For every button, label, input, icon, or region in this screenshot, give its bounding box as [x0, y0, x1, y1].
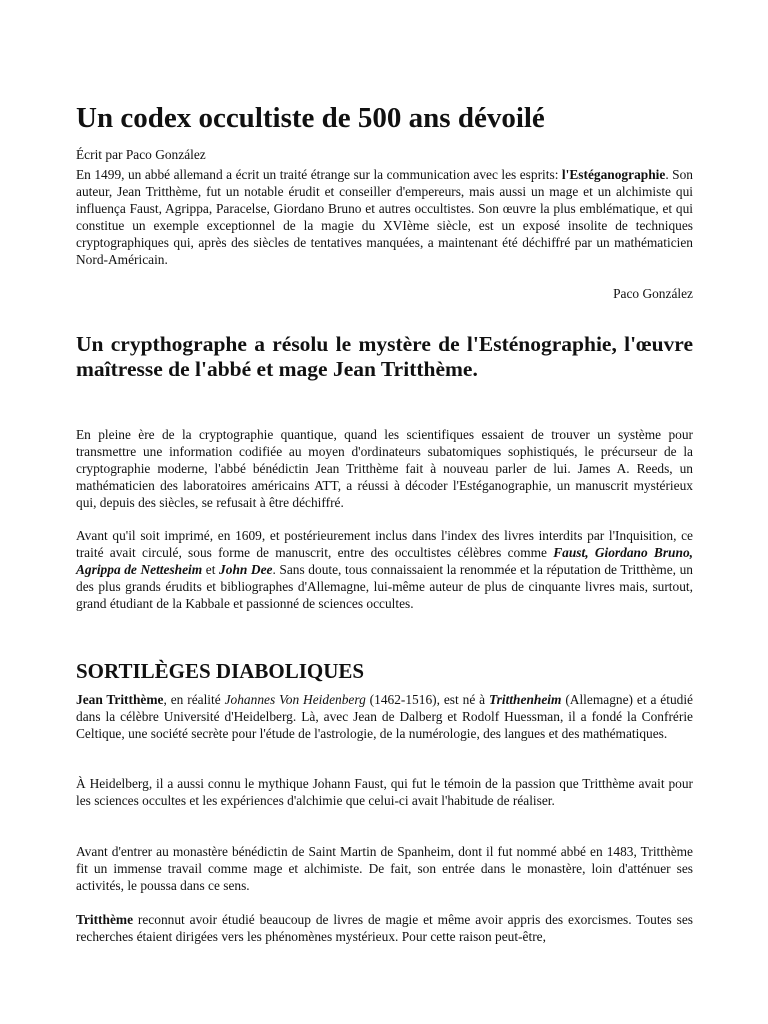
para2-text-3: . Sans doute, tous connaissaient la renommée et la réputation de Tritthème, un des plus grands érudits et bibliographes d'Allemagne, lui-même auteur de plus de cinquante livres mais, surtout, grand étudiant de la Kabbale et passionné de sciences occultes. [76, 562, 693, 611]
signature: Paco González [613, 286, 693, 301]
para3-italic-name: Johannes Von Heidenberg [224, 692, 366, 707]
section-heading: SORTILÈGES DIABOLIQUES [76, 659, 365, 683]
para2-names: Faust, Giordano Bruno, Agrippa de Nettesheim [76, 545, 693, 577]
body-paragraph-1: En pleine ère de la cryptographie quantique, quand les scientifiques essaient de trouver un système pour transmettre une information codifiée au moyen d'ordinateurs subatomiques sophistiqués, le précurseur de la cryptographie moderne, l'abbé bénédictin Jean Tritthème fait à nouveau parler de lui. James A. Reeds, un mathématicien des laboratoires américains ATT, a réussi à décoder l'Estéganographie, un manuscrit mystérieux qui, depuis des siècles, se refusait à être déchiffré. [76, 427, 693, 510]
intro-text-2: . Son auteur, Jean Tritthème, fut un notable érudit et conseiller d'empereurs, mais aussi un mage et un alchimiste qui influença Faust, Agrippa, Paracelse, Giordano Bruno et autres occultistes. Son œuvre la plus emblématique, et qui constitue un exemple exceptionnel de la magie du XVIème siècle, est un exposé insolite de techniques cryptographiques qui, après des siècles de tentatives manquées, a maintenant été déchiffré par un mathématicien Nord-Américain. [76, 167, 693, 267]
article-title: Un codex occultiste de 500 ans dévoilé [76, 102, 545, 134]
intro-bold-title: l'Estéganographie [561, 167, 666, 182]
para6-text-1: reconnut avoir étudié beaucoup de livres de magie et même avoir appris des exorcismes. Toutes ses recherches étaient dirigées vers les phénomènes mystérieux. Pour cette raison peut-être, [76, 912, 693, 944]
para3-text-3: (Allemagne) et a étudié dans la célèbre Université d'Heidelberg. Là, avec Jean de Dalberg et Rodolf Huessman, il a fondé la Confrérie Celtique, une société secrète pour l'étude de l'astrologie, de la numérologie, des langues et des mathématiques. [76, 692, 693, 741]
para2-text-1: Avant qu'il soit imprimé, en 1609, et postérieurement inclus dans l'index des livres interdits par l'Inquisition, ce traité avait circulé, sous forme de manuscrit, entre des occultistes célèbres comme [76, 528, 693, 560]
byline: Écrit par Paco González [76, 147, 206, 162]
para6-bold-name: Tritthème [76, 912, 134, 927]
body-paragraph-5: Avant d'entrer au monastère bénédictin de Saint Martin de Spanheim, dont il fut nommé abbé en 1483, Tritthème fit un immense travail comme mage et alchimiste. De fait, son entrée dans le monastère, loin d'atténuer ses activités, le poussa dans ce sens. [76, 844, 693, 893]
intro-text-1: En 1499, un abbé allemand a écrit un traité étrange sur la communication avec les esprits: [76, 167, 562, 182]
para2-text-2: et [202, 562, 220, 577]
body-paragraph-6 [76, 911, 693, 945]
body-paragraph-2 [76, 527, 693, 612]
body-paragraph-4: À Heidelberg, il a aussi connu le mythique Johann Faust, qui fut le témoin de la passion que Tritthème avait pour les sciences occultes et les expériences d'alchimie que celui-ci avait l'habitude de réaliser. [76, 776, 693, 808]
para3-bold-name: Jean Tritthème [76, 692, 164, 707]
para3-place: Tritthenheim [489, 692, 562, 707]
para2-name-dee: John Dee [219, 562, 273, 577]
intro-paragraph [76, 166, 693, 268]
para3-text-1: , en réalité [163, 692, 225, 707]
subtitle-heading: Un crypthographe a résolu le mystère de l'Esténographie, l'œuvre maîtresse de l'abbé et mage Jean Tritthème. [76, 332, 693, 381]
para3-text-2: (1462-1516), est né à [365, 692, 489, 707]
body-paragraph-3 [76, 691, 693, 742]
